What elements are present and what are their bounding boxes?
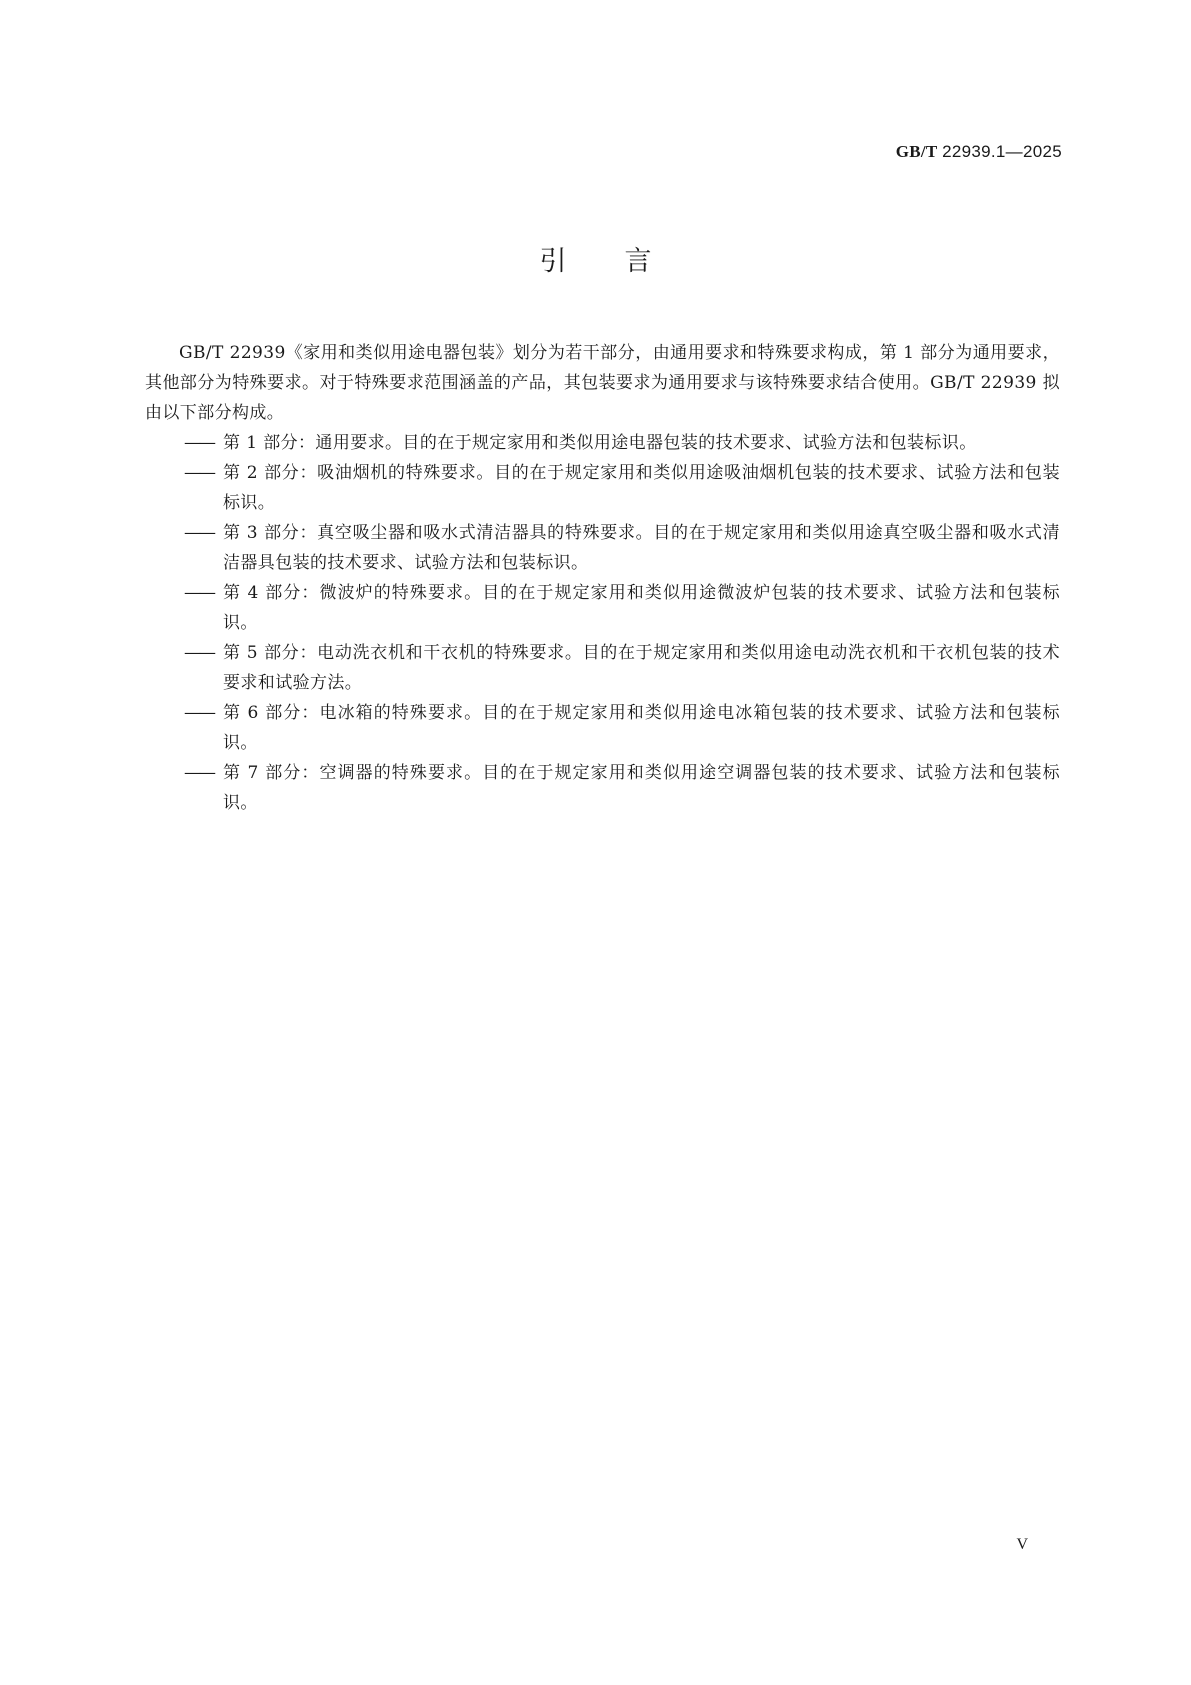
standard-prefix: GB/T — [895, 142, 938, 161]
list-item-text: 第 7 部分：空调器的特殊要求。目的在于规定家用和类似用途空调器包装的技术要求、试验方法和包装标识。 — [223, 763, 1060, 813]
list-item-part-7 — [145, 758, 1060, 818]
list-item-text: 第 1 部分：通用要求。目的在于规定家用和类似用途电器包装的技术要求、试验方法和包装标识。 — [223, 433, 977, 453]
list-dash: —— — [184, 433, 214, 453]
list-dash: —— — [184, 463, 214, 483]
parts-list — [145, 428, 1060, 818]
list-dash: —— — [184, 763, 214, 783]
list-item-text: 第 6 部分：电冰箱的特殊要求。目的在于规定家用和类似用途电冰箱包装的技术要求、试验方法和包装标识。 — [223, 703, 1060, 753]
list-item-part-1 — [145, 428, 1060, 458]
list-dash: —— — [184, 583, 214, 603]
list-item-part-6 — [145, 698, 1060, 758]
list-item-text: 第 5 部分：电动洗衣机和干衣机的特殊要求。目的在于规定家用和类似用途电动洗衣机和干衣机包装的技术要求和试验方法。 — [223, 643, 1060, 693]
list-dash: —— — [184, 703, 214, 723]
standard-number-header — [896, 142, 1062, 162]
standard-number: 22939.1—2025 — [942, 142, 1062, 161]
page-title: 引言 — [539, 246, 710, 277]
list-dash: —— — [184, 643, 214, 663]
list-item-part-4 — [145, 578, 1060, 638]
list-item-text: 第 2 部分：吸油烟机的特殊要求。目的在于规定家用和类似用途吸油烟机包装的技术要求、试验方法和包装标识。 — [223, 463, 1060, 513]
list-item-text: 第 4 部分：微波炉的特殊要求。目的在于规定家用和类似用途微波炉包装的技术要求、试验方法和包装标识。 — [223, 583, 1060, 633]
intro-paragraph: GB/T 22939《家用和类似用途电器包装》划分为若干部分，由通用要求和特殊要求构成，第 1 部分为通用要求，其他部分为特殊要求。对于特殊要求范围涵盖的产品，其包装要求为通用要求与该特殊要求结合使用。GB/T 22939 拟由以下部分构成。 — [145, 343, 1060, 423]
list-item-text: 第 3 部分：真空吸尘器和吸水式清洁器具的特殊要求。目的在于规定家用和类似用途真空吸尘器和吸水式清洁器具包装的技术要求、试验方法和包装标识。 — [223, 523, 1060, 573]
list-item-part-3 — [145, 518, 1060, 578]
list-dash: —— — [184, 523, 214, 543]
list-item-part-5 — [145, 638, 1060, 698]
page-number: V — [1016, 1536, 1028, 1553]
list-item-part-2 — [145, 458, 1060, 518]
document-body — [145, 338, 1060, 818]
